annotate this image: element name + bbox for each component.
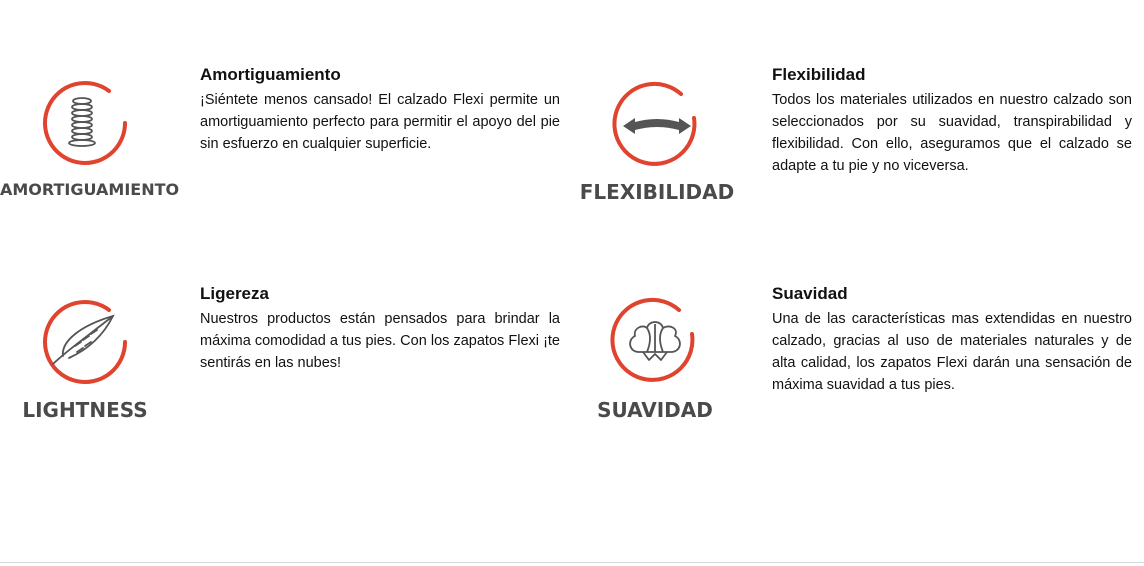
cotton-icon (609, 296, 701, 388)
icon-label: LIGHTNESS (22, 398, 148, 422)
feature-badge (572, 70, 742, 245)
feature-title: Amortiguamiento (200, 65, 341, 84)
feature-badge (0, 290, 170, 465)
icon-label: AMORTIGUAMIENTO (0, 180, 180, 199)
double-arrow-icon (611, 80, 703, 172)
icon-label: SUAVIDAD (597, 398, 713, 422)
feature-badge (570, 290, 740, 465)
feature-title: Ligereza (200, 284, 269, 303)
divider (0, 562, 1144, 563)
feature-badge (0, 70, 180, 245)
feature-text (772, 283, 1132, 396)
feature-icon (39, 296, 131, 388)
feature-description: ¡Siéntete menos cansado! El calzado Flexi permite un amortiguamiento perfecto para permitir el apoyo del pie sin esfuerzo en cualquier superficie. (200, 92, 560, 152)
feature-text (772, 64, 1132, 177)
feature-text (200, 64, 560, 155)
feature-description: Una de las características mas extendidas en nuestro calzado, gracias al uso de materiales naturales y de alta calidad, los zapatos Flexi darán una sensación de máxima suavidad a tus pies. (772, 311, 1132, 393)
feature-title: Flexibilidad (772, 65, 866, 84)
feature-description: Nuestros productos están pensados para brindar la máxima comodidad a tus pies. Con los zapatos Flexi ¡te sentirás en las nubes! (200, 311, 560, 371)
spring-icon (39, 77, 131, 169)
icon-label: FLEXIBILIDAD (579, 180, 735, 204)
feature-text (200, 283, 560, 374)
feature-description: Todos los materiales utilizados en nuestro calzado son seleccionados por su suavidad, transpirabilidad y flexibilidad. Con ello, aseguramos que el calzado se adapte a tu pie y no viceversa. (772, 92, 1132, 174)
feature-title: Suavidad (772, 284, 848, 303)
